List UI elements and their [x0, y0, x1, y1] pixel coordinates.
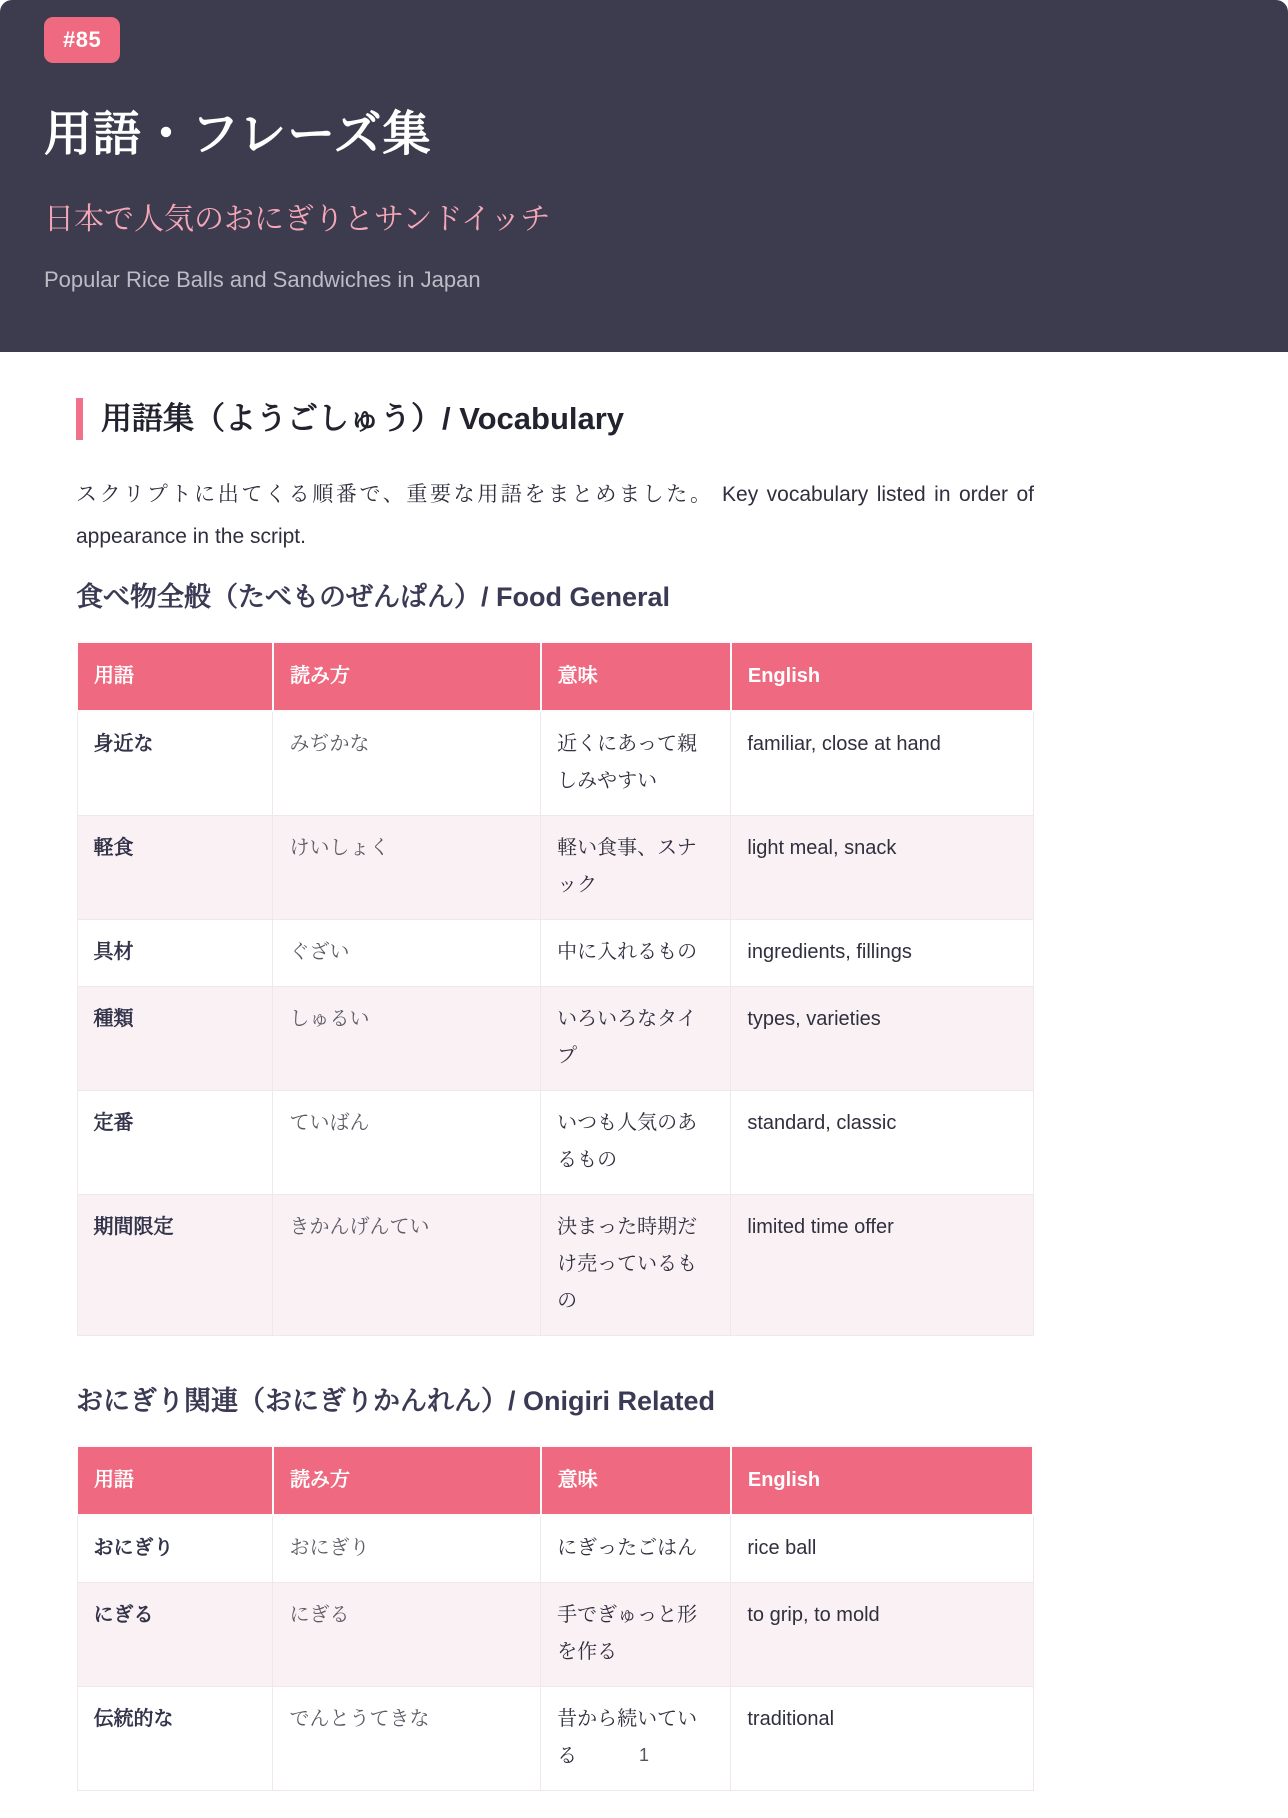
term-cell: にぎる — [77, 1582, 273, 1686]
english-cell: to grip, to mold — [731, 1582, 1033, 1686]
english-cell: rice ball — [731, 1515, 1033, 1583]
english-cell: types, varieties — [731, 986, 1033, 1090]
column-header: 読み方 — [273, 1446, 541, 1515]
reading-cell: けいしょく — [273, 815, 541, 919]
english-cell: traditional — [731, 1686, 1033, 1790]
table-row — [77, 1582, 1033, 1686]
column-header: 意味 — [541, 642, 731, 711]
meaning-cell: いろいろなタイプ — [541, 986, 731, 1090]
reading-cell: ていばん — [273, 1090, 541, 1194]
meaning-cell: いつも人気のあるもの — [541, 1090, 731, 1194]
table-heading: おにぎり関連（おにぎりかんれん）/ Onigiri Related — [76, 1385, 716, 1416]
meaning-cell: にぎったごはん — [541, 1515, 731, 1583]
reading-cell: しゅるい — [273, 986, 541, 1090]
reading-cell: きかんげんてい — [273, 1194, 541, 1335]
page-title: 用語・フレーズ集 — [44, 108, 432, 161]
english-cell: limited time offer — [731, 1194, 1033, 1335]
page-header — [0, 0, 1288, 352]
table-row — [77, 1090, 1033, 1194]
reading-cell: にぎる — [273, 1582, 541, 1686]
term-cell: 期間限定 — [77, 1194, 273, 1335]
meaning-cell: 中に入れるもの — [541, 919, 731, 986]
table-header-row — [77, 642, 1033, 711]
english-cell: familiar, close at hand — [731, 711, 1033, 816]
table-sections — [76, 580, 1034, 1791]
episode-badge: #85 — [44, 17, 120, 63]
term-cell: 具材 — [77, 919, 273, 986]
reading-cell: みぢかな — [273, 711, 541, 816]
term-cell: 身近な — [77, 711, 273, 816]
meaning-cell: 決まった時期だけ売っているもの — [541, 1194, 731, 1335]
term-cell: おにぎり — [77, 1515, 273, 1583]
meaning-cell: 手でぎゅっと形を作る — [541, 1582, 731, 1686]
english-cell: ingredients, fillings — [731, 919, 1033, 986]
column-header: 用語 — [77, 1446, 273, 1515]
page-footer — [0, 1745, 1288, 1818]
reading-cell: でんとうてきな — [273, 1686, 541, 1790]
reading-cell: ぐざい — [273, 919, 541, 986]
table-row — [77, 919, 1033, 986]
column-header: English — [731, 1446, 1033, 1515]
term-cell: 定番 — [77, 1090, 273, 1194]
table-header-row — [77, 1446, 1033, 1515]
meaning-cell: 近くにあって親しみやすい — [541, 711, 731, 816]
column-header: 読み方 — [273, 642, 541, 711]
english-cell: light meal, snack — [731, 815, 1033, 919]
table-row — [77, 986, 1033, 1090]
table-heading: 食べ物全般（たべものぜんぱん）/ Food General — [76, 581, 671, 612]
meaning-cell: 昔から続いている — [541, 1686, 731, 1790]
column-header: English — [731, 642, 1033, 711]
vocab-section — [76, 580, 1034, 1336]
term-cell: 軽食 — [77, 815, 273, 919]
column-header: 意味 — [541, 1446, 731, 1515]
term-cell: 種類 — [77, 986, 273, 1090]
column-header: 用語 — [77, 642, 273, 711]
vocab-table — [76, 1445, 1034, 1791]
table-row — [77, 711, 1033, 816]
reading-cell: おにぎり — [273, 1515, 541, 1583]
subtitle-japanese: 日本で人気のおにぎりとサンドイッチ — [44, 203, 551, 237]
vocab-section — [76, 1384, 1034, 1791]
page-body — [0, 398, 1034, 1791]
vocab-table — [76, 641, 1034, 1336]
table-row — [77, 815, 1033, 919]
section-description: スクリプトに出てくる順番で、重要な用語をまとめました。 Key vocabulary listed in order of appearance in the script. — [76, 482, 1034, 548]
table-row — [77, 1515, 1033, 1583]
page-number: 1 — [638, 1745, 649, 1765]
english-cell: standard, classic — [731, 1090, 1033, 1194]
subtitle-english: Popular Rice Balls and Sandwiches in Japan — [44, 267, 481, 293]
term-cell: 伝統的な — [77, 1686, 273, 1790]
meaning-cell: 軽い食事、スナック — [541, 815, 731, 919]
section-heading: 用語集（ようごしゅう）/ Vocabulary — [76, 398, 1034, 440]
table-row — [77, 1194, 1033, 1335]
